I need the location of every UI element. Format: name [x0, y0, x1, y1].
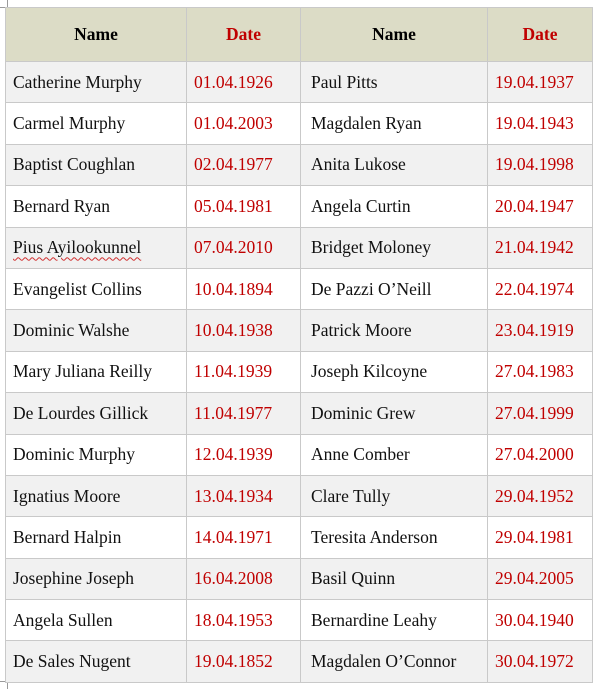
date-value: 10.04.1938: [194, 320, 273, 341]
table-row: [6, 144, 593, 185]
name-cell-2: [301, 558, 488, 599]
name-cell-2: [301, 227, 488, 268]
person-name: Patrick Moore: [311, 320, 412, 341]
table-row: [6, 351, 593, 392]
person-name: De Sales Nugent: [13, 651, 131, 672]
date-cell: [187, 144, 301, 185]
name-cell-2: [301, 103, 488, 144]
date-cell-2: [488, 600, 593, 641]
person-name: Bridget Moloney: [311, 237, 432, 258]
date-value: 22.04.1974: [495, 278, 574, 299]
date-cell-2: [488, 62, 593, 103]
date-value: 19.04.1998: [495, 154, 574, 175]
date-cell: [187, 517, 301, 558]
person-name: Mary Juliana Reilly: [13, 361, 153, 382]
person-name: Carmel Murphy: [13, 113, 126, 134]
table-row: [6, 62, 593, 103]
name-cell-2: [301, 62, 488, 103]
table-row: [6, 641, 593, 682]
person-name: Magdalen Ryan: [311, 113, 422, 134]
person-name: De Lourdes Gillick: [13, 402, 149, 423]
person-name: Anne Comber: [311, 444, 410, 465]
person-name: Anita Lukose: [311, 154, 406, 175]
date-cell-2: [488, 558, 593, 599]
table-row: [6, 268, 593, 309]
person-name: Joseph Kilcoyne: [311, 361, 428, 382]
date-value: 30.04.1940: [495, 609, 574, 630]
date-cell: [187, 558, 301, 599]
date-cell: [187, 351, 301, 392]
name-cell: [6, 434, 187, 475]
date-cell: [187, 186, 301, 227]
name-cell: [6, 62, 187, 103]
date-value: 18.04.1953: [194, 609, 273, 630]
date-value: 30.04.1972: [495, 651, 574, 672]
table-header-row: [6, 8, 593, 62]
date-value: 10.04.1894: [194, 278, 273, 299]
date-cell-2: [488, 268, 593, 309]
name-cell-2: [301, 434, 488, 475]
person-name: Bernard Halpin: [13, 526, 122, 547]
name-cell: [6, 268, 187, 309]
date-value: 27.04.1983: [495, 361, 574, 382]
date-cell: [187, 227, 301, 268]
date-cell: [187, 310, 301, 351]
date-value: 29.04.2005: [495, 568, 574, 589]
person-name: Magdalen O’Connor: [311, 651, 457, 672]
person-name: Paul Pitts: [311, 71, 378, 92]
table-row: [6, 186, 593, 227]
table-row: [6, 600, 593, 641]
table-row: [6, 517, 593, 558]
table-row: [6, 310, 593, 351]
table-row: [6, 434, 593, 475]
date-value: 14.04.1971: [194, 526, 273, 547]
name-cell: [6, 641, 187, 682]
date-cell: [187, 393, 301, 434]
person-name: Baptist Coughlan: [13, 154, 136, 175]
table-row: [6, 393, 593, 434]
date-cell: [187, 600, 301, 641]
name-cell-2: [301, 310, 488, 351]
date-value: 19.04.1852: [194, 651, 273, 672]
date-cell-2: [488, 641, 593, 682]
table-row: [6, 558, 593, 599]
person-name: Dominic Grew: [311, 402, 416, 423]
person-name: Basil Quinn: [311, 568, 396, 589]
name-cell: [6, 103, 187, 144]
date-value: 12.04.1939: [194, 444, 273, 465]
name-cell: [6, 393, 187, 434]
person-name: Bernard Ryan: [13, 195, 110, 216]
person-name: De Pazzi O’Neill: [311, 278, 432, 299]
date-cell: [187, 475, 301, 516]
name-cell-2: [301, 393, 488, 434]
date-cell: [187, 641, 301, 682]
table-row: [6, 103, 593, 144]
date-cell-2: [488, 186, 593, 227]
person-name: Ignatius Moore: [13, 485, 121, 506]
date-value: 19.04.1943: [495, 113, 574, 134]
date-value: 01.04.2003: [194, 113, 273, 134]
date-cell-2: [488, 517, 593, 558]
name-cell: [6, 227, 187, 268]
date-cell-2: [488, 393, 593, 434]
date-value: 23.04.1919: [495, 320, 574, 341]
name-cell-2: [301, 144, 488, 185]
name-cell-2: [301, 186, 488, 227]
person-name: Teresita Anderson: [311, 526, 438, 547]
date-value: 29.04.1952: [495, 485, 574, 506]
date-cell-2: [488, 434, 593, 475]
name-cell: [6, 351, 187, 392]
name-cell: [6, 310, 187, 351]
date-value: 29.04.1981: [495, 526, 574, 547]
date-cell: [187, 434, 301, 475]
anniversary-table: [5, 7, 593, 683]
date-value: 01.04.1926: [194, 71, 273, 92]
person-name: Catherine Murphy: [13, 71, 142, 92]
name-column-header-2: Name: [301, 8, 488, 62]
name-cell: [6, 186, 187, 227]
person-name: Dominic Walshe: [13, 320, 130, 341]
date-value: 27.04.2000: [495, 444, 574, 465]
table-row: [6, 475, 593, 516]
table-row: [6, 227, 593, 268]
name-cell: [6, 600, 187, 641]
name-cell: [6, 144, 187, 185]
date-value: 19.04.1937: [495, 71, 574, 92]
person-name: Evangelist Collins: [13, 278, 142, 299]
date-value: 13.04.1934: [194, 485, 273, 506]
date-value: 07.04.2010: [194, 237, 273, 258]
date-column-header: Date: [187, 8, 301, 62]
name-cell-2: [301, 600, 488, 641]
name-cell-2: [301, 641, 488, 682]
person-name: Dominic Murphy: [13, 444, 136, 465]
date-cell-2: [488, 351, 593, 392]
name-cell-2: [301, 351, 488, 392]
name-cell-2: [301, 268, 488, 309]
date-column-header-2: Date: [488, 8, 593, 62]
person-name: Angela Sullen: [13, 609, 113, 630]
person-name: Pius Ayilookunnel: [13, 237, 142, 258]
date-cell-2: [488, 144, 593, 185]
date-value: 11.04.1977: [194, 402, 273, 423]
date-cell: [187, 62, 301, 103]
date-value: 11.04.1939: [194, 361, 273, 382]
date-value: 20.04.1947: [495, 195, 574, 216]
table-body: [6, 62, 593, 683]
name-cell: [6, 517, 187, 558]
name-cell: [6, 475, 187, 516]
date-cell: [187, 268, 301, 309]
name-column-header: Name: [6, 8, 187, 62]
date-value: 02.04.1977: [194, 154, 273, 175]
person-name: Angela Curtin: [311, 195, 411, 216]
date-value: 16.04.2008: [194, 568, 273, 589]
date-value: 05.04.1981: [194, 195, 273, 216]
name-cell-2: [301, 517, 488, 558]
date-cell-2: [488, 227, 593, 268]
date-cell-2: [488, 475, 593, 516]
date-cell: [187, 103, 301, 144]
date-value: 27.04.1999: [495, 402, 574, 423]
name-cell: [6, 558, 187, 599]
date-value: 21.04.1942: [495, 237, 574, 258]
person-name: Bernardine Leahy: [311, 609, 437, 630]
person-name: Clare Tully: [311, 485, 391, 506]
date-cell-2: [488, 310, 593, 351]
person-name: Josephine Joseph: [13, 568, 135, 589]
date-cell-2: [488, 103, 593, 144]
name-cell-2: [301, 475, 488, 516]
